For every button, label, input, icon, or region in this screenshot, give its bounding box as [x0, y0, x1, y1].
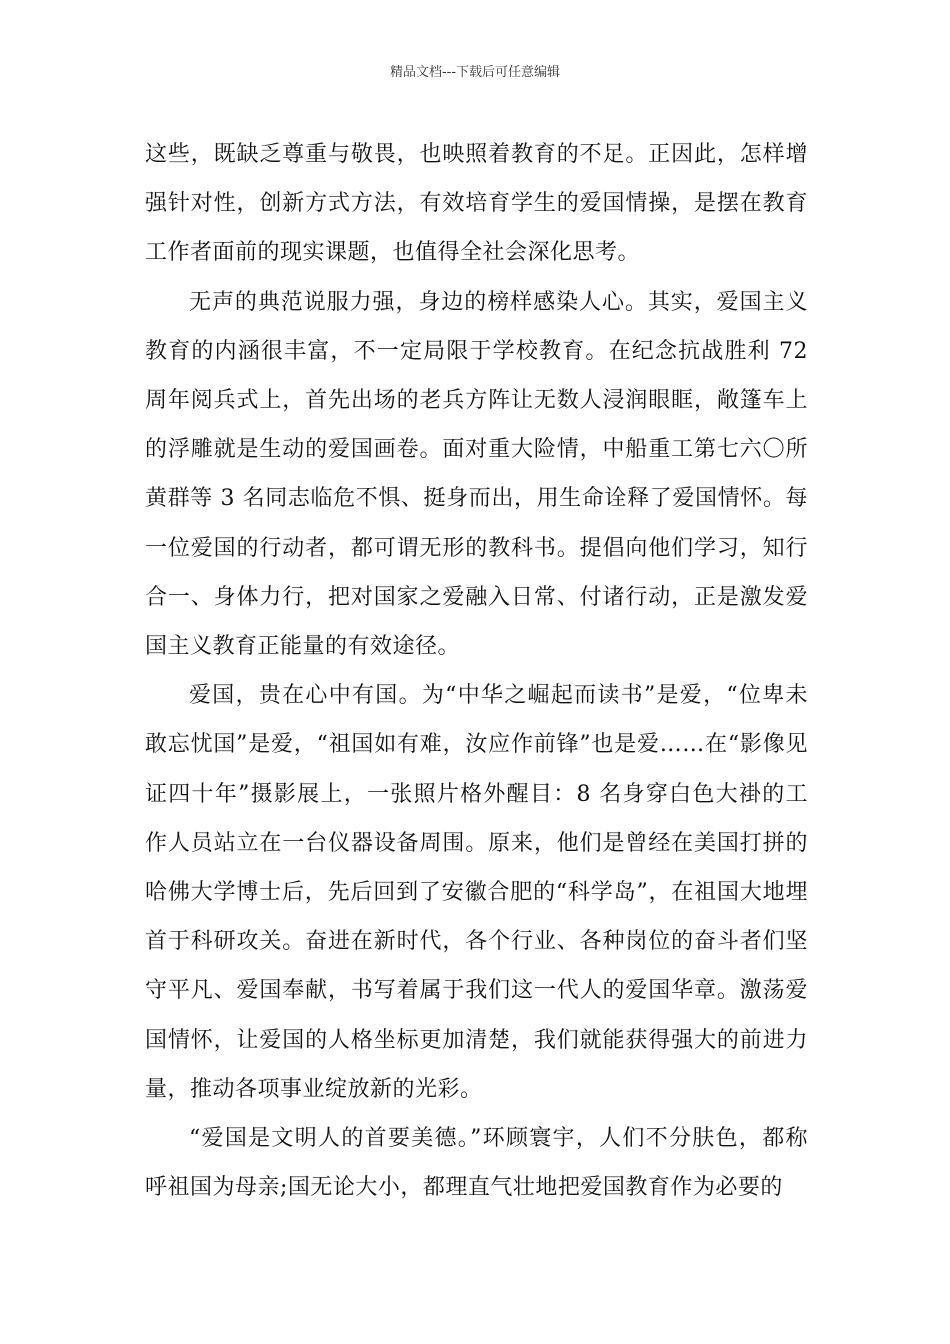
paragraph-4: “爱国是文明人的首要美德。”环顾寰宇，人们不分肤色，都称呼祖国为母亲;国无论大小，都理直气壮地把爱国教育作为必要的 — [145, 1126, 808, 1201]
page-header: 精品文档---下载后可任意编辑 — [389, 65, 561, 80]
paragraph-2: 无声的典范说服力强，身边的榜样感染人心。其实，爱国主义教育的内涵很丰富，不一定局限于学校教育。在纪念抗战胜利 72 周年阅兵式上，首先出场的老兵方阵让无数人浸润眼眶，敞篷车上的浮雕就是生动的爱国画卷。面对重大险情，中船重工第七六〇所黄群等 3 名同志临危不惧、挺身而出，用生命诠释了爱国情怀。每一位爱国的行动者，都可谓无形的教科书。提倡向他们学习，知行合一、身体力行，把对国家之爱融入日常、付诸行动，正是激发爱国主义教育正能量的有效途径。 — [145, 289, 808, 660]
paragraph-3: 爱国，贵在心中有国。为“中华之崛起而读书”是爱，“位卑未敢忘忧国”是爱，“祖国如有难，汝应作前锋”也是爱……在“影像见证四十年”摄影展上，一张照片格外醒目：8 名身穿白色大褂的工作人员站立在一台仪器设备周围。原来，他们是曾经在美国打拼的哈佛大学博士后，先后回到了安徽合肥的“科学岛”，在祖国大地埋首于科研攻关。奋进在新时代，各个行业、各种岗位的奋斗者们坚守平凡、爱国奉献，书写着属于我们这一代人的爱国华章。激荡爱国情怀，让爱国的人格坐标更加清楚，我们就能获得强大的前进力量，推动各项事业绽放新的光彩。 — [145, 683, 808, 1102]
document-body — [145, 130, 808, 1212]
paragraph-1: 这些，既缺乏尊重与敬畏，也映照着教育的不足。正因此，怎样增强针对性，创新方式方法，有效培育学生的爱国情操，是摆在教育工作者面前的现实课题，也值得全社会深化思考。 — [145, 142, 808, 266]
